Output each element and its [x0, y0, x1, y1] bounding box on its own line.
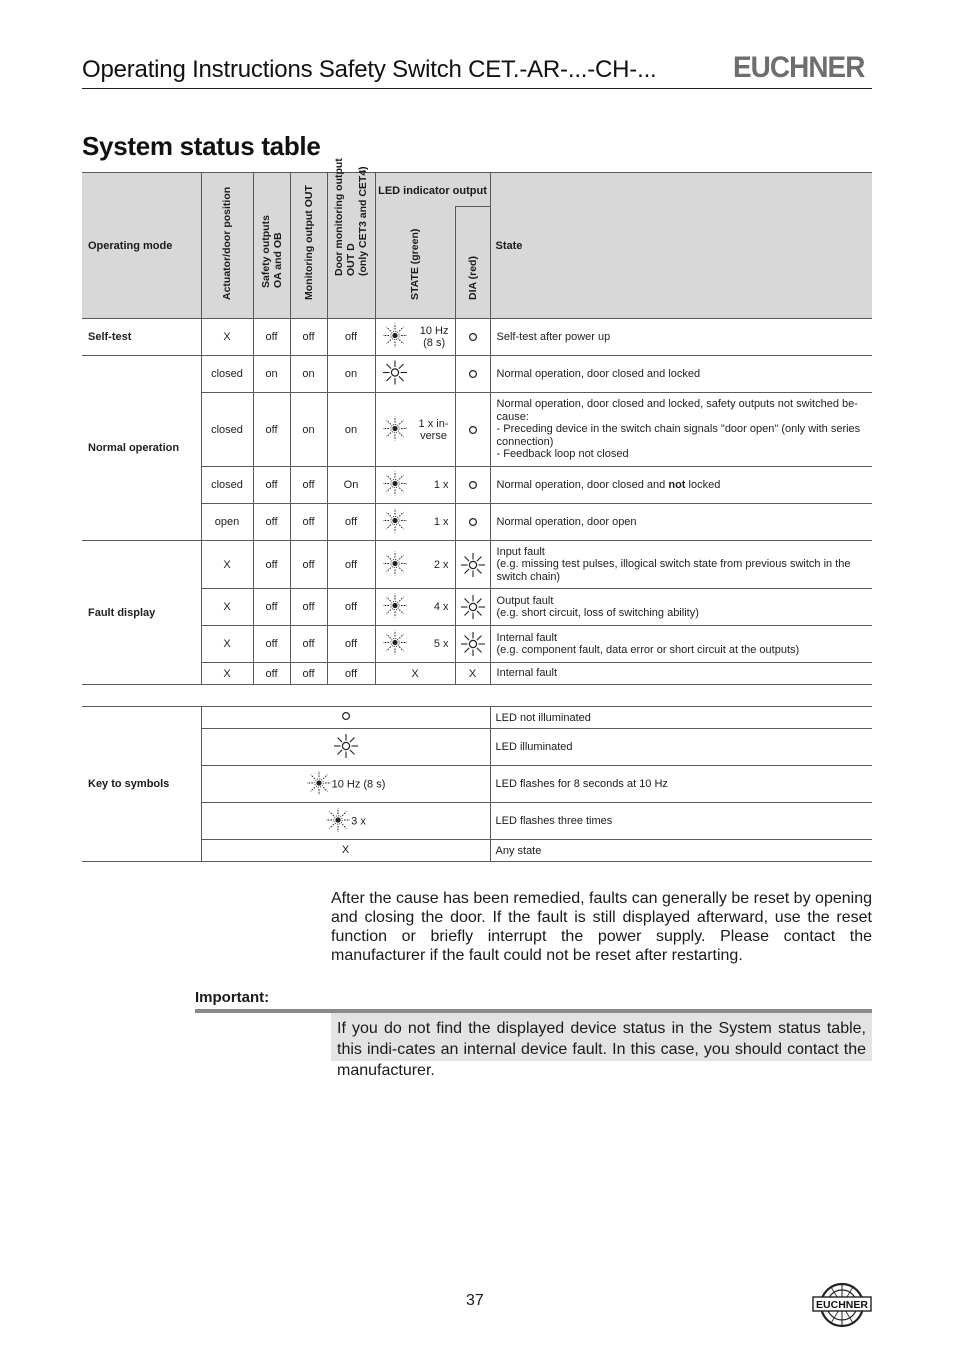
state-description: Self-test after power up [490, 319, 872, 356]
dia-led-cell [455, 356, 490, 393]
door-monitoring-cell: off [327, 504, 375, 541]
door-monitoring-cell: off [327, 589, 375, 626]
table-row [82, 589, 872, 626]
page-number: 37 [466, 1292, 484, 1309]
led-off-icon [468, 480, 478, 490]
key-symbol-cell [201, 729, 490, 766]
led-flashing-icon [382, 508, 408, 537]
key-symbol-cell [201, 803, 490, 840]
actuator-cell: X [201, 541, 253, 589]
safety-outputs-cell: off [253, 319, 290, 356]
led-flashing-icon [382, 471, 408, 500]
state-led-text: 5 x [433, 638, 449, 650]
state-description: Normal operation, door open [490, 504, 872, 541]
header-led-indicator: LED indicator output [375, 173, 490, 207]
key-to-symbols-label: Key to symbols [82, 707, 201, 862]
table-row [82, 319, 872, 356]
actuator-cell: X [201, 626, 253, 663]
led-off-icon [468, 369, 478, 379]
monitoring-output-cell: off [290, 589, 327, 626]
state-led-text: 1 x [433, 479, 449, 491]
state-description: Internal fault [490, 663, 872, 685]
euchner-logo: EUCHNER [733, 51, 865, 84]
key-symbol-text: 10 Hz (8 s) [331, 778, 386, 790]
key-row [82, 707, 872, 729]
safety-outputs-cell: off [253, 467, 290, 504]
led-on-icon [333, 733, 359, 762]
led-on-icon [460, 552, 486, 578]
monitoring-output-cell: off [290, 467, 327, 504]
safety-outputs-cell: off [253, 663, 290, 685]
key-row [82, 803, 872, 840]
document-title: Operating Instructions Safety Switch CET.-AR-...-CH-... [82, 56, 657, 83]
led-flashing-icon [382, 323, 408, 352]
table-row [82, 626, 872, 663]
safety-outputs-cell: on [253, 356, 290, 393]
state-led-cell [375, 393, 455, 467]
state-led-text: 1 x in- verse [418, 417, 449, 442]
state-led-text: 4 x [433, 601, 449, 613]
key-description: LED flashes for 8 seconds at 10 Hz [490, 766, 872, 803]
monitoring-output-cell: off [290, 319, 327, 356]
led-on-icon [460, 631, 486, 657]
header-operating-mode: Operating mode [82, 173, 201, 319]
important-note: If you do not find the displayed device status in the System status table, this indi-cates an internal device fault. In this case, you should contact the manufacturer. [331, 1013, 872, 1061]
section-title: System status table [82, 131, 321, 161]
led-off-icon [341, 711, 351, 724]
svg-text:EUCHNER: EUCHNER [816, 1299, 868, 1311]
safety-outputs-cell: off [253, 504, 290, 541]
state-description: Normal operation, door closed and locked [490, 356, 872, 393]
state-led-cell [375, 504, 455, 541]
operating-mode-self-test: Self-test [82, 319, 201, 356]
led-flashing-icon [382, 550, 408, 579]
state-led-text: 2 x [433, 558, 449, 571]
state-description: Normal operation, door closed and locked, safety outputs not switched be- cause: - Preceding device in the switch chain signals "door open" (only with series connection) - Feedback loop not closed [490, 393, 872, 467]
state-led-text: 1 x [433, 516, 449, 528]
actuator-cell: closed [201, 393, 253, 467]
reset-instructions-paragraph: After the cause has been remedied, faults can generally be reset by opening and closing the door. If the fault is still displayed afterward, use the reset function or briefly interrupt the power supply. Please contact the manufacturer if the fault could not be reset after restarting. [331, 890, 872, 964]
monitoring-output-cell: off [290, 626, 327, 663]
operating-mode-fault-display: Fault display [82, 541, 201, 685]
actuator-cell: X [201, 589, 253, 626]
dia-led-cell [455, 626, 490, 663]
dia-led-cell [455, 393, 490, 467]
door-monitoring-cell: off [327, 626, 375, 663]
state-led-cell [375, 541, 455, 589]
header-divider [82, 88, 872, 89]
key-symbol-cell [201, 707, 490, 729]
led-off-icon [468, 332, 478, 342]
actuator-cell: open [201, 504, 253, 541]
monitoring-output-cell: on [290, 356, 327, 393]
key-description: LED not illuminated [490, 707, 872, 729]
header-actuator-position: Actuator/door position [201, 173, 253, 319]
door-monitoring-cell: on [327, 356, 375, 393]
dia-led-cell: X [455, 663, 490, 685]
state-description: Normal operation, door closed and not locked [490, 467, 872, 504]
key-symbol-text: 3 x [351, 815, 366, 827]
state-description: Internal fault (e.g. component fault, data error or short circuit at the outputs) [490, 626, 872, 663]
system-status-table [82, 158, 872, 685]
key-description: LED flashes three times [490, 803, 872, 840]
dia-led-cell [455, 541, 490, 589]
actuator-cell: X [201, 319, 253, 356]
door-monitoring-cell: off [327, 319, 375, 356]
state-led-cell [375, 467, 455, 504]
table-row [82, 393, 872, 467]
state-led-cell [375, 626, 455, 663]
header-monitoring-output: Monitoring output OUT [290, 173, 327, 319]
door-monitoring-cell: On [327, 467, 375, 504]
table-row [82, 467, 872, 504]
state-description: Output fault (e.g. short circuit, loss of switching ability) [490, 589, 872, 626]
led-off-icon [468, 517, 478, 527]
footer-logo [812, 1281, 872, 1334]
monitoring-output-cell: on [290, 393, 327, 467]
key-symbol-text: X [341, 844, 350, 857]
key-symbol-cell [201, 766, 490, 803]
led-on-icon [460, 594, 486, 620]
table-row [82, 663, 872, 685]
state-led-text: 10 Hz (8 s) [419, 325, 449, 349]
key-description: LED illuminated [490, 729, 872, 766]
state-led-cell [375, 589, 455, 626]
key-row [82, 840, 872, 862]
actuator-cell: X [201, 663, 253, 685]
led-flashing-icon [306, 770, 332, 799]
led-flashing-icon [382, 593, 408, 622]
dia-led-cell [455, 319, 490, 356]
header-dia-red: DIA (red) [455, 207, 490, 319]
led-flashing-icon [382, 415, 408, 444]
table-row [82, 356, 872, 393]
state-led-cell [375, 356, 455, 393]
state-led-cell [375, 319, 455, 356]
key-to-symbols-table [82, 706, 872, 862]
header-door-monitoring-output: Door monitoring output OUT D (only CET3 and CET4) [327, 173, 375, 319]
monitoring-output-cell: off [290, 541, 327, 589]
dia-led-cell [455, 467, 490, 504]
actuator-cell: closed [201, 467, 253, 504]
table-row [82, 504, 872, 541]
key-row [82, 766, 872, 803]
key-description: Any state [490, 840, 872, 862]
safety-outputs-cell: off [253, 541, 290, 589]
led-flashing-icon [325, 807, 351, 836]
header-state-green: STATE (green) [375, 207, 455, 319]
important-label: Important: [195, 989, 270, 1006]
monitoring-output-cell: off [290, 663, 327, 685]
actuator-cell: closed [201, 356, 253, 393]
key-symbol-cell [201, 840, 490, 862]
door-monitoring-cell: off [327, 663, 375, 685]
dia-led-cell [455, 589, 490, 626]
led-off-icon [468, 425, 478, 435]
state-description: Input fault (e.g. missing test pulses, illogical switch state from previous switch in the switch chain) [490, 541, 872, 589]
monitoring-output-cell: off [290, 504, 327, 541]
door-monitoring-cell: off [327, 541, 375, 589]
dia-led-cell [455, 504, 490, 541]
operating-mode-normal-operation: Normal operation [82, 356, 201, 541]
door-monitoring-cell: on [327, 393, 375, 467]
table-row [82, 541, 872, 589]
led-on-icon [382, 360, 408, 389]
header-safety-outputs: Safety outputs OA and OB [253, 173, 290, 319]
safety-outputs-cell: off [253, 589, 290, 626]
safety-outputs-cell: off [253, 626, 290, 663]
led-flashing-icon [382, 630, 408, 659]
header-state: State [490, 173, 872, 319]
safety-outputs-cell: off [253, 393, 290, 467]
key-row [82, 729, 872, 766]
state-led-cell: X [375, 663, 455, 685]
